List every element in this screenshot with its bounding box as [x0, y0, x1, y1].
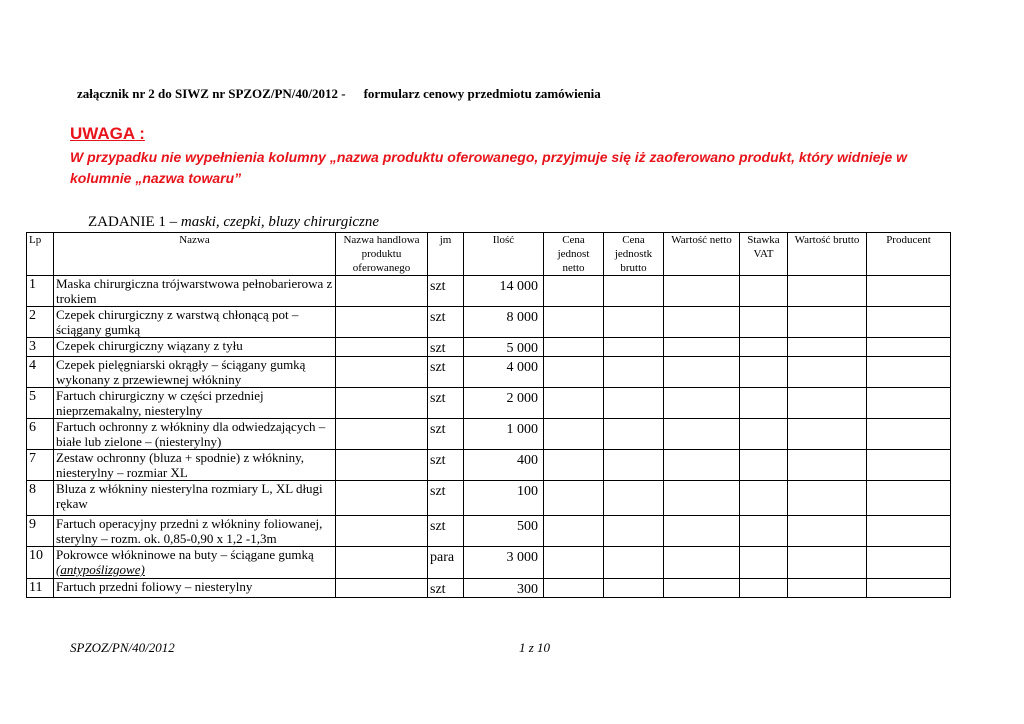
row-lp: 9	[27, 516, 54, 547]
row-quantity: 1 000	[464, 419, 544, 450]
row-unit-price-net-cell[interactable]	[544, 547, 604, 579]
row-value-net-cell[interactable]	[664, 276, 740, 307]
row-quantity: 300	[464, 579, 544, 598]
row-value-gross-cell[interactable]	[788, 547, 867, 579]
row-vat-rate-cell[interactable]	[740, 547, 788, 579]
row-trade-name-cell[interactable]	[336, 276, 428, 307]
row-unit: szt	[428, 579, 464, 598]
row-quantity: 14 000	[464, 276, 544, 307]
row-name	[54, 419, 336, 450]
row-unit-price-net-cell[interactable]	[544, 388, 604, 419]
row-value-net-cell[interactable]	[664, 481, 740, 516]
row-lp: 4	[27, 357, 54, 388]
row-name-text: Czepek chirurgiczny z warstwą chłonącą pot – ściągany gumką	[56, 307, 299, 337]
row-quantity: 8 000	[464, 307, 544, 338]
table-row	[27, 579, 951, 598]
row-unit-price-net-cell[interactable]	[544, 481, 604, 516]
row-vat-rate-cell[interactable]	[740, 388, 788, 419]
row-vat-rate-cell[interactable]	[740, 419, 788, 450]
row-unit-price-net-cell[interactable]	[544, 357, 604, 388]
row-name	[54, 579, 336, 598]
row-unit-price-gross-cell[interactable]	[604, 307, 664, 338]
row-name-text: Czepek pielęgniarski okrągły – ściągany gumką wykonany z przewiewnej włókniny	[56, 357, 306, 387]
row-name	[54, 388, 336, 419]
row-value-net-cell[interactable]	[664, 450, 740, 481]
row-unit: szt	[428, 516, 464, 547]
row-unit-price-net-cell[interactable]	[544, 450, 604, 481]
row-unit: szt	[428, 388, 464, 419]
row-trade-name-cell[interactable]	[336, 547, 428, 579]
table-row	[27, 307, 951, 338]
row-quantity: 2 000	[464, 388, 544, 419]
row-unit: szt	[428, 357, 464, 388]
row-lp: 11	[27, 579, 54, 598]
row-name	[54, 276, 336, 307]
row-unit-price-net-cell[interactable]	[544, 419, 604, 450]
row-value-gross-cell[interactable]	[788, 516, 867, 547]
row-name	[54, 307, 336, 338]
col-header-stawka-vat: Stawka VAT	[740, 233, 788, 276]
row-vat-rate-cell[interactable]	[740, 276, 788, 307]
row-unit-price-gross-cell[interactable]	[604, 338, 664, 357]
row-value-gross-cell[interactable]	[788, 450, 867, 481]
row-vat-rate-cell[interactable]	[740, 338, 788, 357]
row-name-text: Pokrowce włókninowe na buty – ściągane gumką	[56, 547, 314, 562]
row-producer-cell[interactable]	[867, 276, 951, 307]
row-name-text: Czepek chirurgiczny wiązany z tyłu	[56, 338, 243, 353]
row-value-net-cell[interactable]	[664, 388, 740, 419]
page-number: 1 z 10	[519, 640, 551, 655]
row-lp: 6	[27, 419, 54, 450]
row-vat-rate-cell[interactable]	[740, 307, 788, 338]
table-row	[27, 419, 951, 450]
table-body	[27, 276, 951, 598]
row-unit-price-gross-cell[interactable]	[604, 357, 664, 388]
row-unit: szt	[428, 419, 464, 450]
task-prefix: ZADANIE 1 –	[88, 214, 178, 230]
row-unit: szt	[428, 481, 464, 516]
row-lp: 2	[27, 307, 54, 338]
row-vat-rate-cell[interactable]	[740, 357, 788, 388]
row-value-gross-cell[interactable]	[788, 276, 867, 307]
row-quantity: 100	[464, 481, 544, 516]
row-value-gross-cell[interactable]	[788, 419, 867, 450]
row-unit: szt	[428, 307, 464, 338]
row-unit-price-net-cell[interactable]	[544, 276, 604, 307]
col-header-cena-brutto: Cena jednostk brutto	[604, 233, 664, 276]
row-trade-name-cell[interactable]	[336, 481, 428, 516]
row-value-gross-cell[interactable]	[788, 579, 867, 598]
row-unit: szt	[428, 450, 464, 481]
col-header-wartosc-brutto: Wartość brutto	[788, 233, 867, 276]
document-header	[77, 86, 601, 102]
row-name-text: Fartuch przedni foliowy – niesterylny	[56, 579, 253, 594]
col-header-cena-netto: Cena jednost netto	[544, 233, 604, 276]
row-value-net-cell[interactable]	[664, 516, 740, 547]
warning-title: UWAGA :	[70, 124, 145, 143]
row-producer-cell[interactable]	[867, 547, 951, 579]
row-value-net-cell[interactable]	[664, 357, 740, 388]
row-name	[54, 450, 336, 481]
row-producer-cell[interactable]	[867, 338, 951, 357]
row-name	[54, 516, 336, 547]
row-quantity: 400	[464, 450, 544, 481]
row-unit-price-gross-cell[interactable]	[604, 388, 664, 419]
col-header-lp: Lp	[27, 233, 54, 276]
row-unit: szt	[428, 338, 464, 357]
table-row	[27, 547, 951, 579]
row-value-gross-cell[interactable]	[788, 338, 867, 357]
row-value-gross-cell[interactable]	[788, 307, 867, 338]
row-trade-name-cell[interactable]	[336, 450, 428, 481]
row-producer-cell[interactable]	[867, 450, 951, 481]
row-name-text: Maska chirurgiczna trójwarstwowa pełnobarierowa z trokiem	[56, 276, 333, 306]
col-header-wartosc-netto: Wartość netto	[664, 233, 740, 276]
task-heading	[88, 214, 379, 231]
row-quantity: 4 000	[464, 357, 544, 388]
header-attachment-ref: załącznik nr 2 do SIWZ nr SPZOZ/PN/40/2012 -	[77, 86, 346, 101]
header-form-title: formularz cenowy przedmiotu zamówienia	[363, 86, 601, 101]
row-producer-cell[interactable]	[867, 388, 951, 419]
col-header-nazwa-handlowa: Nazwa handlowa produktu oferowanego	[336, 233, 428, 276]
row-quantity: 3 000	[464, 547, 544, 579]
row-trade-name-cell[interactable]	[336, 579, 428, 598]
col-header-producent: Producent	[867, 233, 951, 276]
row-lp: 10	[27, 547, 54, 579]
row-unit: szt	[428, 276, 464, 307]
table-header-row	[27, 233, 951, 276]
row-lp: 1	[27, 276, 54, 307]
row-vat-rate-cell[interactable]	[740, 579, 788, 598]
table-row	[27, 481, 951, 516]
row-name	[54, 338, 336, 357]
row-unit-price-gross-cell[interactable]	[604, 419, 664, 450]
row-producer-cell[interactable]	[867, 357, 951, 388]
row-vat-rate-cell[interactable]	[740, 450, 788, 481]
row-name-text: Bluza z włókniny niesterylna rozmiary L, XL długi rękaw	[56, 481, 323, 511]
row-name-text: Zestaw ochronny (bluza + spodnie) z włókniny, niesterylny – rozmiar XL	[56, 450, 305, 480]
row-trade-name-cell[interactable]	[336, 338, 428, 357]
row-name	[54, 481, 336, 516]
row-unit-price-net-cell[interactable]	[544, 516, 604, 547]
row-name-text: Fartuch chirurgiczny w części przedniej nieprzemakalny, niesterylny	[56, 388, 264, 418]
row-lp: 3	[27, 338, 54, 357]
row-unit-price-gross-cell[interactable]	[604, 481, 664, 516]
row-value-net-cell[interactable]	[664, 307, 740, 338]
row-value-net-cell[interactable]	[664, 338, 740, 357]
row-producer-cell[interactable]	[867, 481, 951, 516]
row-quantity: 500	[464, 516, 544, 547]
table-row	[27, 357, 951, 388]
row-value-net-cell[interactable]	[664, 579, 740, 598]
row-unit-price-gross-cell[interactable]	[604, 450, 664, 481]
table-row	[27, 338, 951, 357]
row-name	[54, 547, 336, 579]
row-value-net-cell[interactable]	[664, 547, 740, 579]
table-row	[27, 276, 951, 307]
row-lp: 7	[27, 450, 54, 481]
task-title: maski, czepki, bluzy chirurgiczne	[180, 214, 380, 230]
price-form-table	[26, 232, 951, 598]
row-name	[54, 357, 336, 388]
row-value-gross-cell[interactable]	[788, 357, 867, 388]
row-value-gross-cell[interactable]	[788, 388, 867, 419]
row-vat-rate-cell[interactable]	[740, 516, 788, 547]
row-unit: para	[428, 547, 464, 579]
row-unit-price-gross-cell[interactable]	[604, 547, 664, 579]
row-trade-name-cell[interactable]	[336, 516, 428, 547]
col-header-ilosc: Ilość	[464, 233, 544, 276]
table-row	[27, 388, 951, 419]
table-row	[27, 516, 951, 547]
row-producer-cell[interactable]	[867, 516, 951, 547]
table-row	[27, 450, 951, 481]
col-header-jm: jm	[428, 233, 464, 276]
col-header-nazwa: Nazwa	[54, 233, 336, 276]
row-vat-rate-cell[interactable]	[740, 481, 788, 516]
row-trade-name-cell[interactable]	[336, 357, 428, 388]
row-value-net-cell[interactable]	[664, 419, 740, 450]
row-unit-price-gross-cell[interactable]	[604, 516, 664, 547]
row-producer-cell[interactable]	[867, 579, 951, 598]
row-name-text: Fartuch operacyjny przedni z włókniny foliowanej, sterylny – rozm. ok. 0,85-0,90 x 1,2 -1,3m	[56, 516, 323, 546]
row-trade-name-cell[interactable]	[336, 388, 428, 419]
row-unit-price-net-cell[interactable]	[544, 338, 604, 357]
row-quantity: 5 000	[464, 338, 544, 357]
row-unit-price-gross-cell[interactable]	[604, 579, 664, 598]
row-unit-price-gross-cell[interactable]	[604, 276, 664, 307]
row-trade-name-cell[interactable]	[336, 419, 428, 450]
footer-reference: SPZOZ/PN/40/2012	[70, 640, 175, 655]
row-producer-cell[interactable]	[867, 419, 951, 450]
row-unit-price-net-cell[interactable]	[544, 307, 604, 338]
row-unit-price-net-cell[interactable]	[544, 579, 604, 598]
row-trade-name-cell[interactable]	[336, 307, 428, 338]
row-name-text: Fartuch ochronny z włókniny dla odwiedzających – białe lub zielone – (niesterylny)	[56, 419, 326, 449]
row-lp: 8	[27, 481, 54, 516]
row-name-note: (antypoślizgowe)	[56, 562, 145, 577]
warning-text: W przypadku nie wypełnienia kolumny „nazwa produktu oferowanego, przyjmuje się iż zaoferowano produkt, który widnieje w kolumnie „nazwa towaru”	[70, 149, 908, 186]
row-lp: 5	[27, 388, 54, 419]
row-producer-cell[interactable]	[867, 307, 951, 338]
row-value-gross-cell[interactable]	[788, 481, 867, 516]
